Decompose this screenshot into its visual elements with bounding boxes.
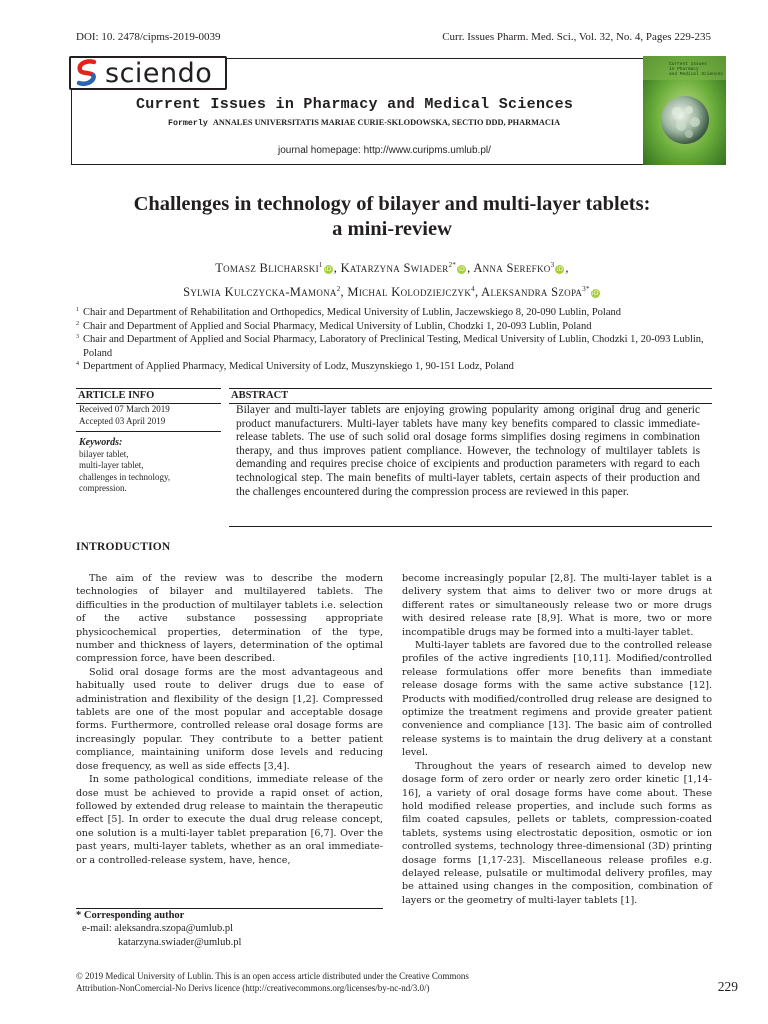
body-column-right	[402, 572, 712, 907]
author-name: Sylwia Kulczycka-Mamona	[183, 285, 337, 300]
article-title-line-2: a mini-review	[332, 218, 452, 240]
orcid-icon[interactable]: iD	[324, 266, 332, 274]
author-name: Aleksandra Szopa	[481, 285, 583, 300]
page-number: 229	[717, 979, 738, 994]
received-date: Received 07 March 2019	[79, 404, 170, 414]
accepted-date: Accepted 03 April 2019	[79, 415, 166, 426]
sciendo-logo-icon	[72, 58, 102, 88]
formerly-line	[168, 118, 560, 128]
author-list: Tomasz Blicharski$^1$iD , Katarzyna Swiader$^{2*}$iD , Anna Serefko$^3$iD , Sylwia Kulczycka-Mamona$^2$, Michal Kolodziejczyk$^4$, Aleksandra Szopa$^{3*}$iD	[183, 261, 599, 300]
orcid-icon[interactable]: iD	[556, 266, 564, 274]
license-line-1: © 2019 Medical University of Lublin. This is an open access article distributed under the Creative Commons	[76, 971, 469, 981]
body-paragraph: become increasingly popular [2,8]. The multi-layer tablet is a delivery system that aims to deliver two or more drugs at different rates or simultaneously release two or more drugs with desired release rate [8,9]. What is more, two or more incompatible drugs may be formed into a multi-layer tablet.	[402, 573, 712, 638]
article-dates	[76, 404, 221, 432]
affiliation: 4 Department of Applied Pharmacy, Medical University of Lodz, Muszynskiego 1, 90-151 Lodz, Poland	[76, 361, 514, 372]
author-sup: 3*	[582, 285, 590, 294]
doi: DOI: 10. 2478/cipms-2019-0039	[76, 31, 221, 43]
author-sup: 1	[318, 261, 323, 269]
body-paragraph: Multi-layer tablets are favored due to the controlled release profiles of the active ingredients [10,11]. Modified/controlled release formulations offer more benefits than immediate release dosage forms with the same active substance [12]. Products with modified/controlled drug release are designed to optimize the treatment regimens and provide greater patient convenience and compliance [13]. The basic aim of controlled release systems is to maintain the drug delivery at a constant level.	[402, 640, 712, 759]
keyword: compression.	[79, 483, 127, 493]
formerly-text: ANNALES UNIVERSITATIS MARIAE CURIE-SKLODOWSKA, SECTIO DDD, PHARMACIA	[212, 118, 561, 127]
orcid-icon[interactable]: iD	[591, 290, 599, 298]
keywords-heading: Keywords:	[79, 437, 123, 448]
article-info-heading: ARTICLE INFO	[76, 388, 221, 404]
orcid-icon[interactable]: iD	[458, 266, 466, 274]
author-name: Anna Serefko	[473, 261, 551, 276]
introduction-heading: INTRODUCTION	[76, 541, 171, 553]
abstract-divider	[229, 526, 712, 527]
author-name: Katarzyna Swiader	[340, 261, 449, 276]
formerly-label: Formerly	[168, 119, 208, 128]
affiliations	[76, 306, 716, 374]
affiliation: 3 Chair and Department of Applied and Social Pharmacy, Laboratory of Preclinical Testing, Medical University of Lublin, Chodzki 1, 20-093 Lublin, Poland	[76, 334, 704, 359]
author-name: Tomasz Blicharski	[215, 261, 319, 276]
license-line-2: Attribution-NonComercial-No Derivs licence (http://creativecommons.org/licenses/by-nc-nd/3.0/)	[76, 982, 430, 993]
affiliation: 2 Chair and Department of Applied and Social Pharmacy, Medical University of Lublin, Chodzki 1, 20-093 Lublin, Poland	[76, 320, 592, 332]
journal-title: Current Issues in Pharmacy and Medical Sciences	[136, 96, 574, 113]
body-paragraph: The aim of the review was to describe the modern technologies of bilayer and multilayered tablets. The difficulties in the production of multilayer tablets i.e. selection of the active substance possessing appropriate physicochemical properties, determination of the type, number and thickness of layers, determination of the optimal compression force, have been described.	[76, 573, 383, 665]
cover-title-line-3: and Medical Sciences	[669, 72, 724, 77]
body-paragraph: Solid oral dosage forms are the most advantageous and habitually used route to deliver drugs due to ease of administration and flexibility of the design [1,2]. Compressed tablets are one of the most popular and acceptable dosage forms. Furthermore, controlled release oral dosage forms are increasingly popular. They contribute to a better patient compliance, maintaining uniform dose levels and reducing dose frequency, as well as side effects [3,4].	[76, 666, 383, 772]
cover-title-line-1: Current Issues	[669, 62, 707, 67]
keyword: bilayer tablet,	[79, 448, 129, 459]
author-sup: 2	[336, 285, 341, 294]
author-sup: 3	[550, 261, 555, 269]
email-link[interactable]: e-mail: aleksandra.szopa@umlub.pl	[82, 923, 234, 935]
citation: Curr. Issues Pharm. Med. Sci., Vol. 32, No. 4, Pages 229-235	[442, 31, 711, 43]
keyword: multi-layer tablet,	[79, 460, 144, 470]
body-paragraph: Throughout the years of research aimed to develop new dosage form of zero order or nearly zero order kinetic [1,14-16], a variety of oral dosage forms have come about. These hold modified release properties, and include such forms as film coated capsules, pellets or tablets, compression-coated tablets, systems using electrostatic deposition, osmotic or ion controlled systems, technology three-dimensional (3D) printing dosage forms [1,17-23]. Miscellaneous release profiles e.g. delayed release, pulsatile or multimodal delivery profiles, may be attained using changes in the composition, combination of layers or the geometry of multi-layer tablets [1].	[402, 760, 712, 906]
author-sup: 4	[471, 285, 475, 294]
author-name: Michal Kolodziejczyk	[347, 285, 472, 300]
license-notice	[76, 971, 469, 994]
abstract-text: Bilayer and multi-layer tablets are enjoying growing popularity among original drug and generic product manufacturers. Multi-layer tablets have many key benefits compared to classic immediate-release tablets. The use of such solid oral dosage forms simplifies dosing regimens in combination therapy, and thus improves patient compliance. However, the technology of multilayer tablets is demanding and requires precise choice of excipients and production parameters with regard to each technological step. The main benefits of multi-layer tablets, certain aspects of their production and the challenges encountered during the compression process are reviewed in this paper.	[236, 404, 700, 498]
article-title	[0, 192, 768, 242]
author-sup: 2*	[448, 261, 457, 269]
abstract-heading: ABSTRACT	[229, 388, 712, 404]
publisher-logo[interactable]	[69, 56, 227, 90]
journal-homepage-link[interactable]: journal homepage: http://www.curipms.umlub.pl/	[278, 145, 491, 156]
body-column-left	[76, 572, 383, 867]
corresponding-author-footnote	[76, 909, 241, 949]
affiliation: 1 Chair and Department of Rehabilitation and Orthopedics, Medical University of Lublin, Jaczewskiego 8, 20-090 Lublin, Poland	[76, 307, 622, 318]
keywords	[76, 437, 221, 495]
journal-cover-image	[643, 56, 726, 165]
footnote-heading: * Corresponding author	[76, 910, 185, 921]
logo-text: sciendo	[105, 57, 213, 89]
molecule-graphic	[661, 96, 709, 144]
keyword: challenges in technology,	[79, 471, 171, 482]
body-paragraph: In some pathological conditions, immediate release of the dose must be achieved to provide a rapid onset of action, followed by extended drug release to maintain the therapeutic effect [5]. In order to execute the dual drug release concept, one solution is a multi-layer tablet preparation [6,7]. Over the past years, multi-layer tablets, whether as an oral immediate- or a controlled-release system, have, hence,	[76, 774, 383, 866]
cover-title-line-2: in Pharmacy	[669, 67, 699, 72]
article-title-line-1: Challenges in technology of bilayer and multi-layer tablets:	[133, 193, 651, 215]
email-link[interactable]: katarzyna.swiader@umlub.pl	[118, 936, 242, 948]
